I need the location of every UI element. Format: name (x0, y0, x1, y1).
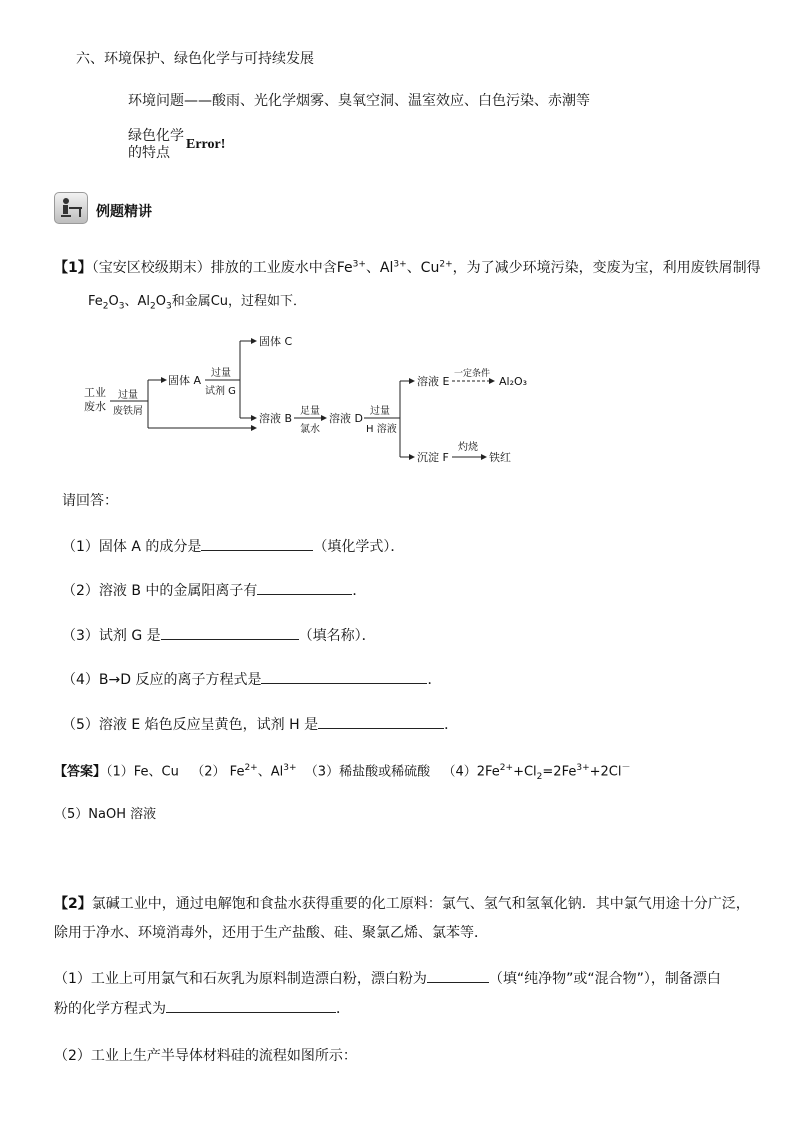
answer-2-c: 、Al (257, 764, 284, 780)
answer-2-d: 3+ (283, 763, 297, 773)
flow-al2o3: Al₂O₃ (499, 375, 528, 388)
flow-op4-top: 过量 (370, 406, 390, 417)
answer-1: （1）Fe、Cu (106, 764, 179, 780)
q1-intro-a: （宝安区校级期末）排放的工业废水中含Fe (91, 260, 353, 276)
answer-4-f: 3+ (576, 763, 590, 773)
answer-4-e: =2Fe (542, 764, 577, 780)
q1-answer (54, 760, 631, 782)
answer-blank-q2-2[interactable] (166, 998, 336, 1013)
cu-charge: 2+ (439, 259, 453, 270)
o-sub: 3 (118, 301, 125, 312)
answer-2-b: 2+ (244, 763, 258, 773)
sub1-text-a: （1）固体 A 的成分是 (62, 539, 202, 555)
q1-prompt: 请回答： (62, 493, 118, 509)
sub4-text-a: （4）B→D 反应的离子方程式是 (62, 672, 262, 688)
flow-op1-bottom: 废铁屑 (113, 406, 143, 417)
q2-line1 (54, 893, 750, 913)
q1-sub5 (62, 714, 458, 734)
answer-4-a: （4）2Fe (442, 764, 500, 780)
flow-op5: 一定条件 (454, 369, 491, 379)
q1-answer-5: （5）NaOH 溶液 (54, 807, 157, 822)
flow-op4-bottom: H 溶液 (366, 424, 397, 435)
sub4-text-b: ． (427, 672, 442, 688)
sub2-text-b: ． (352, 583, 367, 599)
o-symbol-2: O (155, 294, 166, 309)
q1-sub4 (62, 669, 441, 689)
q2-sub1-d: ． (336, 1001, 350, 1017)
q2-number: 【2】 (54, 896, 92, 912)
answer-4-h: － (621, 763, 631, 773)
flow-op6: 灼烧 (458, 442, 478, 453)
answer-4-d: 2 (536, 771, 543, 782)
o-sub-2: 3 (165, 301, 172, 312)
answer-blank-1[interactable] (201, 536, 313, 551)
q1-line2-tail: 和金属Cu，过程如下． (171, 294, 307, 309)
q2-sub1-line2 (54, 998, 350, 1018)
flow-waste-1: 工业 (84, 386, 106, 399)
answer-4-g: +2Cl (589, 764, 622, 780)
flow-op2-top: 过量 (211, 368, 231, 379)
answer-2-a: （2） Fe (191, 764, 245, 780)
flow-op3-top: 足量 (300, 406, 320, 417)
q2-sub1 (54, 968, 721, 988)
q2-text-1: 氯碱工业中，通过电解饱和食盐水获得重要的化工原料：氯气、氢气和氢氧化钠．其中氯气用途十分广泛， (91, 896, 750, 912)
q2-sub1-b: （填“纯净物”或“混合物”），制备漂白 (488, 971, 721, 987)
flow-op1-top: 过量 (118, 390, 138, 401)
answer-blank-2[interactable] (257, 580, 352, 595)
answer-blank-5[interactable] (318, 714, 444, 729)
flow-solid-a: 固体 A (168, 374, 202, 387)
answer-4-c: +Cl (513, 764, 537, 780)
al-charge: 3+ (393, 259, 407, 270)
q1-number: 【1】 (54, 260, 92, 276)
flow-solution-b: 溶液 B (259, 412, 293, 425)
sub3-text-b: （填名称）． (298, 628, 376, 644)
answer-blank-3[interactable] (161, 625, 299, 640)
q1-intro-d: ，为了减少环境污染，变废为宝，利用废铁屑制得 (452, 260, 761, 276)
sub5-text-a: （5）溶液 E 焰色反应呈黄色，试剂 H 是 (62, 717, 319, 733)
q2-line2: 除用于净水、环境消毒外，还用于生产盐酸、硅、聚氯乙烯、氯苯等． (54, 925, 488, 941)
answer-3: （3）稀盐酸或稀硫酸 (304, 764, 431, 780)
flow-solution-d: 溶液 D (329, 412, 363, 425)
al-sub: 2 (149, 301, 156, 312)
flow-waste-2: 废水 (84, 400, 106, 413)
answer-label: 【答案】 (54, 764, 107, 780)
green-line-2: 的特点 (128, 145, 170, 161)
q1-intro-c: 、Cu (406, 260, 440, 276)
sub3-text-a: （3）试剂 G 是 (62, 628, 161, 644)
flow-solution-e: 溶液 E (417, 375, 450, 388)
q2-sub1-c: 粉的化学方程式为 (54, 1001, 166, 1017)
green-line-1: 绿色化学 (128, 128, 184, 144)
sub5-text-b: ． (444, 717, 459, 733)
fe-charge: 3+ (352, 259, 366, 270)
q1-intro-b: 、Al (365, 260, 394, 276)
flow-solid-c: 固体 C (259, 335, 293, 348)
answer-4-b: 2+ (499, 763, 514, 773)
al-symbol: 、Al (124, 294, 150, 309)
sub1-text-b: （填化学式）． (313, 539, 405, 555)
flow-op3-bottom: 氯水 (300, 424, 320, 435)
section-title: 六、环境保护、绿色化学与可持续发展 (76, 51, 314, 67)
answer-blank-4[interactable] (261, 669, 427, 684)
fe-symbol: Fe (88, 294, 103, 309)
environment-issues: 环境问题——酸雨、光化学烟雾、臭氧空洞、温室效应、白色污染、赤潮等 (128, 93, 590, 109)
o-symbol: O (108, 294, 119, 309)
examples-title: 例题精讲 (96, 204, 152, 220)
q1-sub2 (62, 580, 366, 600)
flow-precipitate-f: 沉淀 F (417, 451, 449, 464)
answer-blank-q2-1[interactable] (427, 968, 489, 983)
q2-sub2: （2）工业上生产半导体材料硅的流程如图所示： (54, 1048, 357, 1064)
q1-sub3 (62, 625, 376, 645)
q2-sub1-a: （1）工业上可用氯气和石灰乳为原料制造漂白粉，漂白粉为 (54, 971, 427, 987)
fe-sub: 2 (102, 301, 109, 312)
q1-sub1 (62, 536, 404, 556)
flow-iron-red: 铁红 (489, 451, 511, 464)
error-text: Error! (186, 137, 226, 152)
sub2-text-a: （2）溶液 B 中的金属阳离子有 (62, 583, 258, 599)
flow-op2-bottom: 试剂 G (205, 386, 236, 397)
